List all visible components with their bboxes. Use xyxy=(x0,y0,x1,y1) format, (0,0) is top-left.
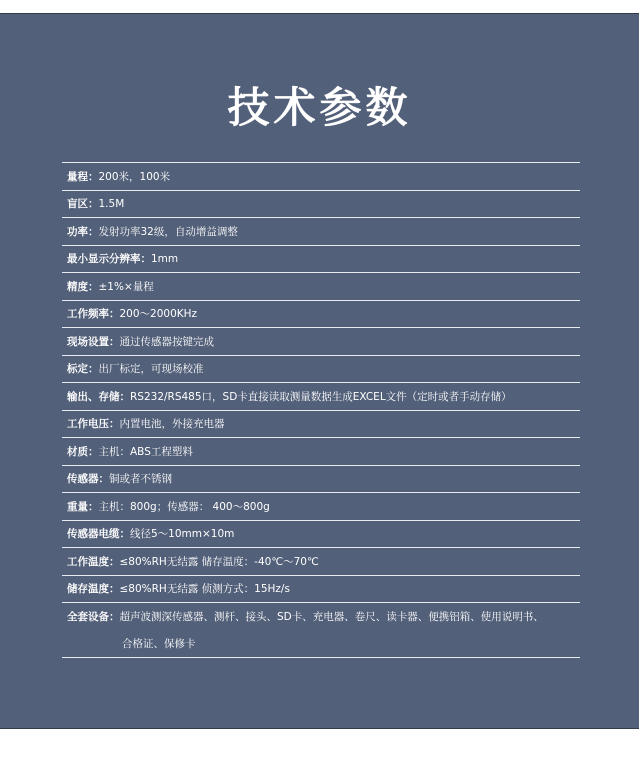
spec-value: 1.5M xyxy=(98,197,125,210)
page-title: 技术参数 xyxy=(227,83,412,132)
spec-value: 主机：800g；传感器： 400～800g xyxy=(98,500,270,513)
spec-row-accuracy xyxy=(62,273,580,301)
spec-label: 储存温度： xyxy=(67,583,120,596)
spec-row-storage-temperature xyxy=(62,576,580,604)
spec-value: ≤80%RH无结露 侦测方式：15Hz/s xyxy=(119,583,290,596)
spec-value: 发射功率32级，自动增益调整 xyxy=(98,225,238,238)
spec-row-full-kit xyxy=(62,603,580,631)
spec-value: 线径5～10mm×10m xyxy=(130,528,235,541)
spec-label: 材质： xyxy=(67,445,99,458)
spec-value: 200～2000KHz xyxy=(119,308,198,321)
spec-value: 1mm xyxy=(151,252,179,265)
spec-label: 最小显示分辨率： xyxy=(67,253,151,266)
spec-row-weight xyxy=(62,493,580,521)
spec-label: 全套设备： xyxy=(67,611,120,624)
spec-row-full-kit-continued xyxy=(62,631,580,659)
spec-value: 200米，100米 xyxy=(98,170,171,183)
spec-value: RS232/RS485口，SD卡直接读取测量数据生成EXCEL文件（定时或者手动存储） xyxy=(130,390,512,403)
spec-row-power xyxy=(62,218,580,246)
spec-row-material xyxy=(62,438,580,466)
spec-value: ±1%×量程 xyxy=(98,280,154,293)
spec-label: 盲区： xyxy=(67,198,99,211)
spec-label: 功率： xyxy=(67,225,99,238)
spec-label: 传感器电缆： xyxy=(67,528,130,541)
spec-value: 合格证、保修卡 xyxy=(122,638,196,651)
spec-label: 标定： xyxy=(67,363,99,376)
spec-row-sensor xyxy=(62,466,580,494)
spec-value: 内置电池，外接充电器 xyxy=(119,418,225,431)
spec-value: 主机：ABS工程塑料 xyxy=(98,445,193,458)
spec-value: 铜或者不锈钢 xyxy=(109,473,172,486)
spec-row-calibration xyxy=(62,356,580,384)
spec-label: 工作温度： xyxy=(67,555,120,568)
spec-row-range xyxy=(62,163,580,191)
spec-label: 精度： xyxy=(67,280,99,293)
spec-row-output-storage xyxy=(62,383,580,411)
spec-row-field-setup xyxy=(62,328,580,356)
spec-label: 传感器： xyxy=(67,473,109,486)
spec-label: 工作频率： xyxy=(67,308,120,321)
spec-value: 出厂标定，可现场校准 xyxy=(98,363,204,376)
spec-row-sensor-cable xyxy=(62,521,580,549)
spec-row-voltage xyxy=(62,411,580,439)
spec-value: ≤80%RH无结露 储存温度：-40℃～70℃ xyxy=(119,555,319,568)
spec-value: 超声波测深传感器、测杆、接头、SD卡、充电器、卷尺、读卡器、便携铝箱、使用说明书、 xyxy=(119,611,544,624)
spec-row-blind-zone xyxy=(62,191,580,219)
spec-table xyxy=(62,162,580,658)
spec-panel xyxy=(0,13,639,729)
spec-value: 通过传感器按键完成 xyxy=(119,335,214,348)
spec-label: 量程： xyxy=(67,170,99,183)
spec-label: 重量： xyxy=(67,500,99,513)
spec-row-frequency xyxy=(62,301,580,329)
spec-row-resolution xyxy=(62,246,580,274)
spec-row-work-temperature xyxy=(62,548,580,576)
spec-label: 输出、存储： xyxy=(67,390,130,403)
spec-label: 现场设置： xyxy=(67,335,120,348)
spec-label: 工作电压： xyxy=(67,418,120,431)
